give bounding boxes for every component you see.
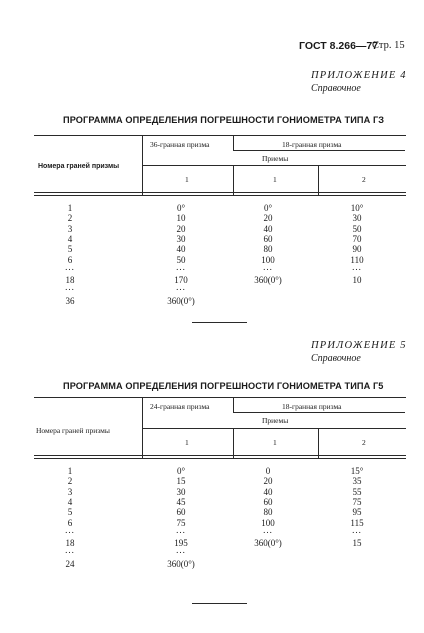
table-cell: 35	[352, 476, 362, 487]
table-cell: 45	[176, 496, 186, 507]
table-4-group-2: 18-гранная призма	[282, 140, 342, 149]
table-cell: 170	[174, 275, 188, 286]
table-cell: 10	[352, 275, 362, 286]
table-cell: 50	[352, 223, 362, 234]
appendix-4-label: ПРИЛОЖЕНИЕ 4	[311, 70, 407, 81]
table-cell: 360(0°)	[254, 275, 282, 286]
table-cell: 0°	[263, 203, 273, 213]
table-cell: 195	[174, 538, 188, 549]
table-4-subheader: Приемы	[262, 154, 289, 163]
table-cell: 60	[263, 496, 273, 507]
table-cell: 360(0°)	[254, 538, 282, 549]
separator-2	[192, 603, 247, 604]
table-cell: 70	[352, 233, 362, 244]
table-cell: ...	[176, 261, 186, 272]
table-cell: 5	[67, 507, 73, 518]
table-cell: 40	[263, 486, 273, 497]
table-cell: 24	[65, 558, 75, 569]
table-cell: 20	[263, 213, 273, 224]
table-cell: 3	[67, 486, 73, 497]
table-5-col-1: 1	[185, 438, 189, 447]
table-cell: ...	[263, 261, 273, 272]
separator-1	[192, 322, 247, 323]
table-5-col-3: 2	[362, 438, 366, 447]
table-cell: 10	[176, 213, 186, 224]
table-cell: 2	[67, 213, 73, 224]
page-number: Стр. 15	[372, 40, 405, 51]
table-cell: 1	[67, 203, 73, 213]
table-cell: 75	[352, 496, 362, 507]
table-4-col-1: 1	[185, 175, 189, 184]
table-cell: 90	[352, 244, 362, 255]
table-cell: 0°	[176, 203, 186, 213]
table-cell: 110	[350, 254, 364, 265]
table-cell: 75	[176, 517, 186, 528]
table-cell: ...	[65, 545, 75, 556]
table-cell: 60	[176, 507, 186, 518]
table-cell: 115	[350, 517, 364, 528]
table-cell: 0	[265, 466, 271, 476]
table-cell: 4	[67, 496, 73, 507]
table-cell: 1	[67, 466, 73, 476]
table-5-group-1: 24-гранная призма	[150, 402, 210, 411]
table-cell: 4	[67, 233, 73, 244]
table-cell: ...	[65, 261, 75, 272]
table-cell: 80	[263, 244, 273, 255]
table-cell: 18	[65, 275, 75, 286]
appendix-5-label: ПРИЛОЖЕНИЕ 5	[311, 340, 407, 351]
table-cell: 15	[352, 538, 362, 549]
table-cell: 30	[176, 233, 186, 244]
table-cell: ...	[352, 261, 362, 272]
table-cell: 40	[263, 223, 273, 234]
table-cell: ...	[176, 282, 186, 293]
table-cell: 15	[176, 476, 186, 487]
table-cell: ...	[65, 524, 75, 535]
table-cell: 360(0°)	[167, 558, 195, 569]
table-cell: ...	[263, 524, 273, 535]
table-4-col-2: 1	[273, 175, 277, 184]
appendix-4-note: Справочное	[311, 83, 361, 94]
table-cell: 360(0°)	[167, 295, 195, 306]
table-cell: 55	[352, 486, 362, 497]
table-cell: 80	[263, 507, 273, 518]
table-cell: 100	[261, 517, 275, 528]
table-cell: ...	[352, 524, 362, 535]
table-cell: ...	[176, 524, 186, 535]
table-cell: 15°	[350, 466, 364, 476]
appendix-5-title: ПРОГРАММА ОПРЕДЕЛЕНИЯ ПОГРЕШНОСТИ ГОНИОМЕТРА ТИПА Г5	[63, 381, 384, 391]
table-cell: 100	[261, 254, 275, 265]
table-cell: ...	[65, 282, 75, 293]
table-cell: 40	[176, 244, 186, 255]
table-4-col-3: 2	[362, 175, 366, 184]
table-cell: 10°	[350, 203, 364, 213]
table-cell: 2	[67, 476, 73, 487]
appendix-4-title: ПРОГРАММА ОПРЕДЕЛЕНИЯ ПОГРЕШНОСТИ ГОНИОМЕТРА ТИПА ГЗ	[63, 115, 385, 125]
table-cell: 6	[67, 254, 73, 265]
table-cell: 95	[352, 507, 362, 518]
table-cell: 30	[176, 486, 186, 497]
table-5-group-2: 18-гранная призма	[282, 402, 342, 411]
table-cell: ...	[176, 545, 186, 556]
table-4-row-header: Номера граней призмы	[38, 163, 120, 170]
table-5-row-header: Номера граней призмы	[36, 426, 110, 435]
table-cell: 6	[67, 517, 73, 528]
table-cell: 60	[263, 233, 273, 244]
table-cell: 20	[176, 223, 186, 234]
table-cell: 20	[263, 476, 273, 487]
standard-number: ГОСТ 8.266—77	[299, 40, 379, 52]
table-cell: 3	[67, 223, 73, 234]
appendix-5-note: Справочное	[311, 353, 361, 364]
table-5-subheader: Приемы	[262, 416, 289, 425]
table-cell: 30	[352, 213, 362, 224]
table-5-col-2: 1	[273, 438, 277, 447]
table-cell: 50	[176, 254, 186, 265]
table-cell: 0°	[176, 466, 186, 476]
table-cell: 36	[65, 295, 75, 306]
table-cell: 18	[65, 538, 75, 549]
table-cell: 5	[67, 244, 73, 255]
table-4-group-1: 36-гранная призма	[150, 140, 210, 149]
